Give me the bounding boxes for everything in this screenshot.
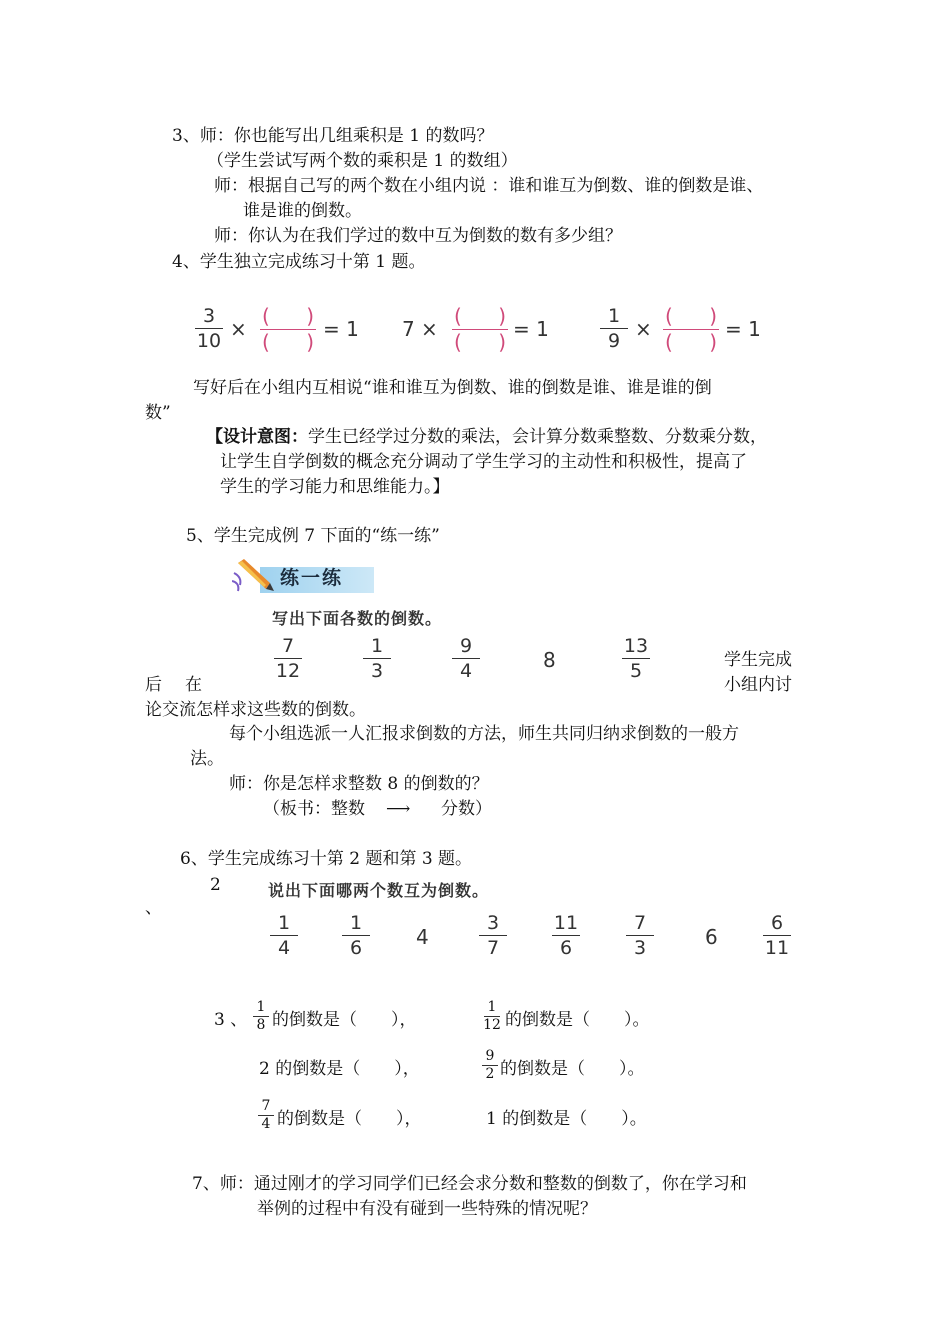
fraction-1-3: 1 3 <box>359 635 395 682</box>
step4-text: 4、学生独立完成练习十第 1 题。 <box>172 252 426 272</box>
board-arrow: ⟶ <box>386 799 411 819</box>
fraction-3-7: 3 7 <box>475 912 511 959</box>
integer-8: 8 <box>543 648 556 672</box>
fraction-7-4-small: 7 4 <box>255 1099 277 1132</box>
after-text-right2: 小组内讨 <box>724 675 792 695</box>
student-attempt-note: （学生尝试写两个数的乘积是 1 的数组） <box>207 151 518 171</box>
ex3-c-text: 2 的倒数是（ ）， <box>259 1059 420 1079</box>
pen-icon <box>232 555 276 595</box>
ex2-number: 2 <box>210 875 221 895</box>
teacher-instruction-1: 师：根据自己写的两个数在小组内说 ：谁和谁互为倒数、谁的倒数是谁、 <box>214 176 764 196</box>
ex3-prefix: 3 、 <box>214 1010 248 1030</box>
ex3-f-text: 1 的倒数是（ ）。 <box>486 1109 647 1129</box>
fraction-1-9: 1 9 <box>596 305 632 352</box>
fraction-6-11: 6 11 <box>764 912 790 959</box>
design-intent-line1: 【设计意图：学生已经学过分数的乘法，会计算分数乘整数、分数乘分数， <box>206 427 767 447</box>
equals-one: = 1 <box>513 317 549 341</box>
fraction-1-12-small: 1 12 <box>483 999 501 1033</box>
equals-one: = 1 <box>725 317 761 341</box>
after-text-right1: 学生完成 <box>724 650 792 670</box>
fraction-7-12: 7 12 <box>275 635 301 682</box>
ex3-e-text: 的倒数是（ ）， <box>277 1109 422 1129</box>
after-text-left1: 后 <box>145 675 162 695</box>
report-text: 每个小组选派一人汇报求倒数的方法，师生共同归纳求倒数的一般方 <box>229 724 739 744</box>
ex2-comma: 、 <box>145 898 162 918</box>
integer-7: 7 <box>402 317 415 341</box>
teacher-question-8: 师：你是怎样求整数 8 的倒数的？ <box>229 774 489 794</box>
practice-banner <box>232 557 374 595</box>
ex3-b-text: 的倒数是（ ）。 <box>505 1010 650 1030</box>
step3-question: 3、师：你也能写出几组乘积是 1 的数吗？ <box>172 126 494 146</box>
teacher-question-2: 师：你认为在我们学过的数中互为倒数的数有多少组？ <box>214 226 622 246</box>
fraction-13-5: 13 5 <box>623 635 649 682</box>
fraction-1-8-small: 1 8 <box>250 1000 272 1033</box>
board-note-a: （板书：整数 <box>263 799 365 819</box>
ex3-a-text: 的倒数是（ ）， <box>272 1010 417 1030</box>
board-note-b: 分数） <box>441 799 492 819</box>
teacher-instruction-1-cont: 谁是谁的倒数。 <box>243 201 362 221</box>
design-intent-line3: 学生的学习能力和思维能力。】 <box>220 477 450 497</box>
blank-fraction-1: ( ) ( ) <box>262 304 314 354</box>
fraction-9-2-small: 9 2 <box>479 1049 501 1082</box>
step7-text-cont: 举例的过程中有没有碰到一些特殊的情况呢？ <box>257 1199 597 1219</box>
ex3-d-text: 的倒数是（ ）。 <box>500 1059 645 1079</box>
blank-fraction-2: ( ) ( ) <box>454 304 506 354</box>
fraction-9-4: 9 4 <box>448 635 484 682</box>
fraction-1-6: 1 6 <box>338 912 374 959</box>
times-sign: × <box>635 317 652 341</box>
fraction-11-6: 11 6 <box>553 912 579 959</box>
peer-discussion-text: 写好后在小组内互相说“谁和谁互为倒数、谁的倒数是谁、谁是谁的倒 <box>193 378 712 398</box>
practice-banner-title: 练一练 <box>280 567 344 589</box>
fraction-7-3: 7 3 <box>622 912 658 959</box>
peer-discussion-text-cont: 数” <box>145 403 171 423</box>
discussion-text: 论交流怎样求这些数的倒数。 <box>145 700 366 720</box>
equals-one: = 1 <box>323 317 359 341</box>
step7-text: 7、师：通过刚才的学习同学们已经会求分数和整数的倒数了，你在学习和 <box>192 1174 747 1194</box>
ex2-instruction: 说出下面哪两个数互为倒数。 <box>268 881 490 900</box>
fraction-3-10: 3 10 <box>196 305 222 352</box>
integer-4: 4 <box>416 925 429 949</box>
design-intent-label: 【设计意图： <box>206 427 308 447</box>
step6-text: 6、学生完成练习十第 2 题和第 3 题。 <box>180 849 473 869</box>
blank-fraction-3: ( ) ( ) <box>665 304 717 354</box>
design-intent-line2: 让学生自学倒数的概念充分调动了学生学习的主动性和积极性，提高了 <box>220 452 747 472</box>
times-sign: × <box>421 317 438 341</box>
step5-text: 5、学生完成例 7 下面的“练一练” <box>186 526 440 546</box>
after-text-left2: 在 <box>185 675 202 695</box>
fraction-1-4: 1 4 <box>266 912 302 959</box>
integer-6: 6 <box>705 925 718 949</box>
practice-instruction: 写出下面各数的倒数。 <box>272 609 443 628</box>
times-sign: × <box>230 317 247 341</box>
report-text-cont: 法。 <box>190 749 224 769</box>
